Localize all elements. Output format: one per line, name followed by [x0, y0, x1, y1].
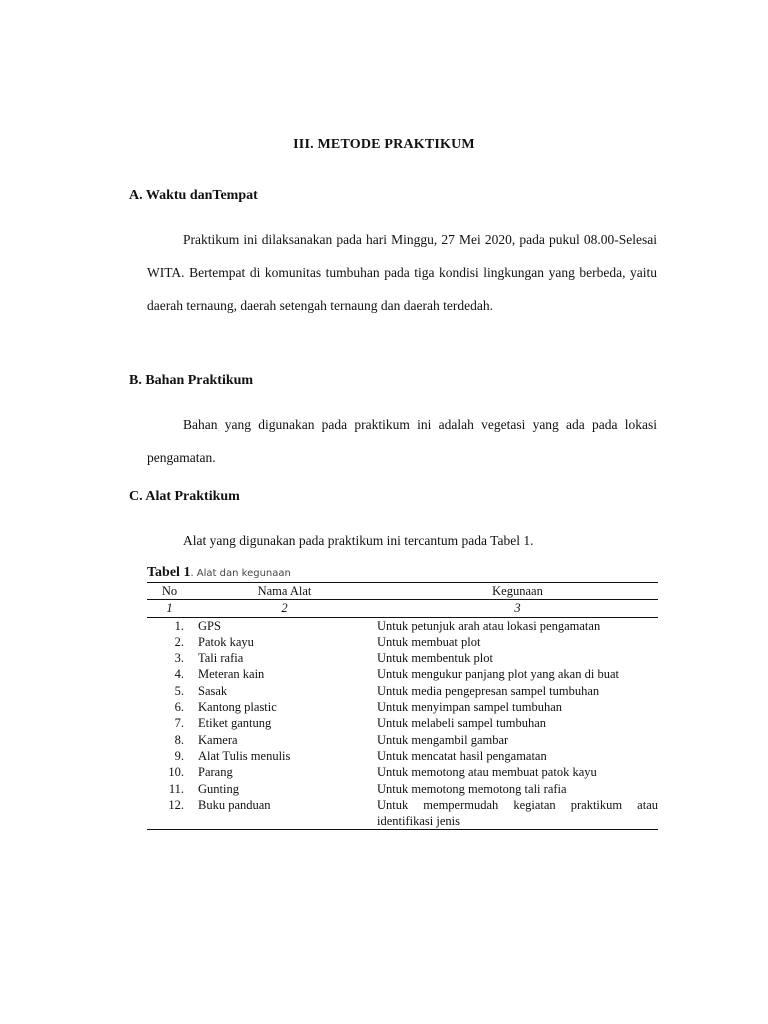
row-tool-name: Kantong plastic	[198, 700, 277, 715]
row-tool-name: Buku panduan	[192, 797, 377, 830]
row-tool-use: Untuk menyimpan sampel tumbuhan	[377, 700, 563, 715]
row-tool-use: Untuk petunjuk arah atau lokasi pengamatan	[377, 618, 601, 633]
row-no: 5.	[174, 683, 184, 698]
table-caption-label: Tabel 1	[147, 565, 191, 580]
table-row	[147, 781, 658, 797]
section-heading-alat: C. Alat Praktikum	[129, 489, 240, 504]
row-tool-name: Tali rafia	[198, 651, 244, 666]
row-no: 11.	[168, 781, 184, 796]
row-no: 3.	[174, 651, 184, 666]
table-row	[147, 748, 658, 764]
row-tool-name: Meteran kain	[198, 667, 265, 682]
table-row	[147, 797, 658, 830]
row-tool-use: Untuk mencatat hasil pengamatan	[377, 748, 547, 763]
paragraph-bahan: Bahan yang digunakan pada praktikum ini adalah vegetasi yang ada pada lokasi pengamatan.	[147, 417, 657, 465]
table-row	[147, 764, 658, 780]
row-no: 10.	[168, 765, 184, 780]
row-tool-use: Untuk memotong memotong tali rafia	[377, 781, 567, 796]
row-tool-name: GPS	[198, 618, 221, 633]
row-tool-use: Untuk membuat plot	[377, 634, 481, 649]
table-header-row	[147, 583, 658, 600]
table-row	[147, 634, 658, 650]
row-tool-use: Untuk memotong atau membuat patok kayu	[377, 765, 597, 780]
section-heading-waktu-tempat: A. Waktu danTempat	[129, 188, 258, 203]
header-no: No	[147, 583, 192, 600]
paragraph-waktu-tempat: Praktikum ini dilaksanakan pada hari Minggu, 27 Mei 2020, pada pukul 08.00-Selesai WITA. Bertempat di komunitas tumbuhan pada tiga kondisi lingkungan yang berbeda, yaitu daerah ternaung, daerah setengah ternaung dan daerah terdedah.	[147, 232, 657, 313]
row-tool-name: Parang	[198, 765, 233, 780]
row-tool-use: Untuk membentuk plot	[377, 651, 493, 666]
table-caption	[147, 565, 291, 581]
table-row	[147, 683, 658, 699]
row-no: 7.	[174, 716, 184, 731]
column-number-3: 3	[377, 600, 658, 617]
row-no: 2.	[174, 634, 184, 649]
table-row	[147, 650, 658, 666]
table-row	[147, 715, 658, 731]
table-caption-text: . Alat dan kegunaan	[190, 568, 291, 579]
header-kegunaan: Kegunaan	[377, 583, 658, 600]
row-tool-name: Kamera	[198, 732, 238, 747]
chapter-title: III. METODE PRAKTIKUM	[293, 137, 475, 152]
row-tool-name: Sasak	[198, 683, 228, 698]
row-tool-name: Etiket gantung	[198, 716, 272, 731]
row-no: 9.	[174, 748, 184, 763]
row-no: 12.	[147, 797, 192, 830]
table-row	[147, 617, 658, 634]
row-no: 6.	[174, 700, 184, 715]
row-tool-name: Gunting	[198, 781, 239, 796]
row-tool-use: Untuk mempermudah kegiatan praktikum atau identifikasi jenis	[377, 797, 658, 829]
table-row	[147, 666, 658, 682]
row-tool-use: Untuk mengukur panjang plot yang akan di buat	[377, 667, 619, 682]
row-no: 8.	[174, 732, 184, 747]
row-tool-use: Untuk mengambil gambar	[377, 732, 509, 747]
column-number-2: 2	[192, 600, 377, 617]
row-no: 1.	[174, 618, 184, 633]
table-column-number-row	[147, 600, 658, 617]
tools-table	[147, 582, 658, 830]
row-tool-name: Alat Tulis menulis	[198, 748, 291, 763]
column-number-1: 1	[147, 600, 192, 617]
section-heading-bahan: B. Bahan Praktikum	[129, 373, 254, 388]
table-row	[147, 699, 658, 715]
row-tool-name: Patok kayu	[198, 634, 254, 649]
row-tool-use: Untuk media pengepresan sampel tumbuhan	[377, 683, 600, 698]
paragraph-alat: Alat yang digunakan pada praktikum ini tercantum pada Tabel 1.	[183, 533, 534, 548]
row-no: 4.	[174, 667, 184, 682]
header-nama-alat: Nama Alat	[192, 583, 377, 600]
row-tool-use: Untuk melabeli sampel tumbuhan	[377, 716, 547, 731]
table-row	[147, 732, 658, 748]
